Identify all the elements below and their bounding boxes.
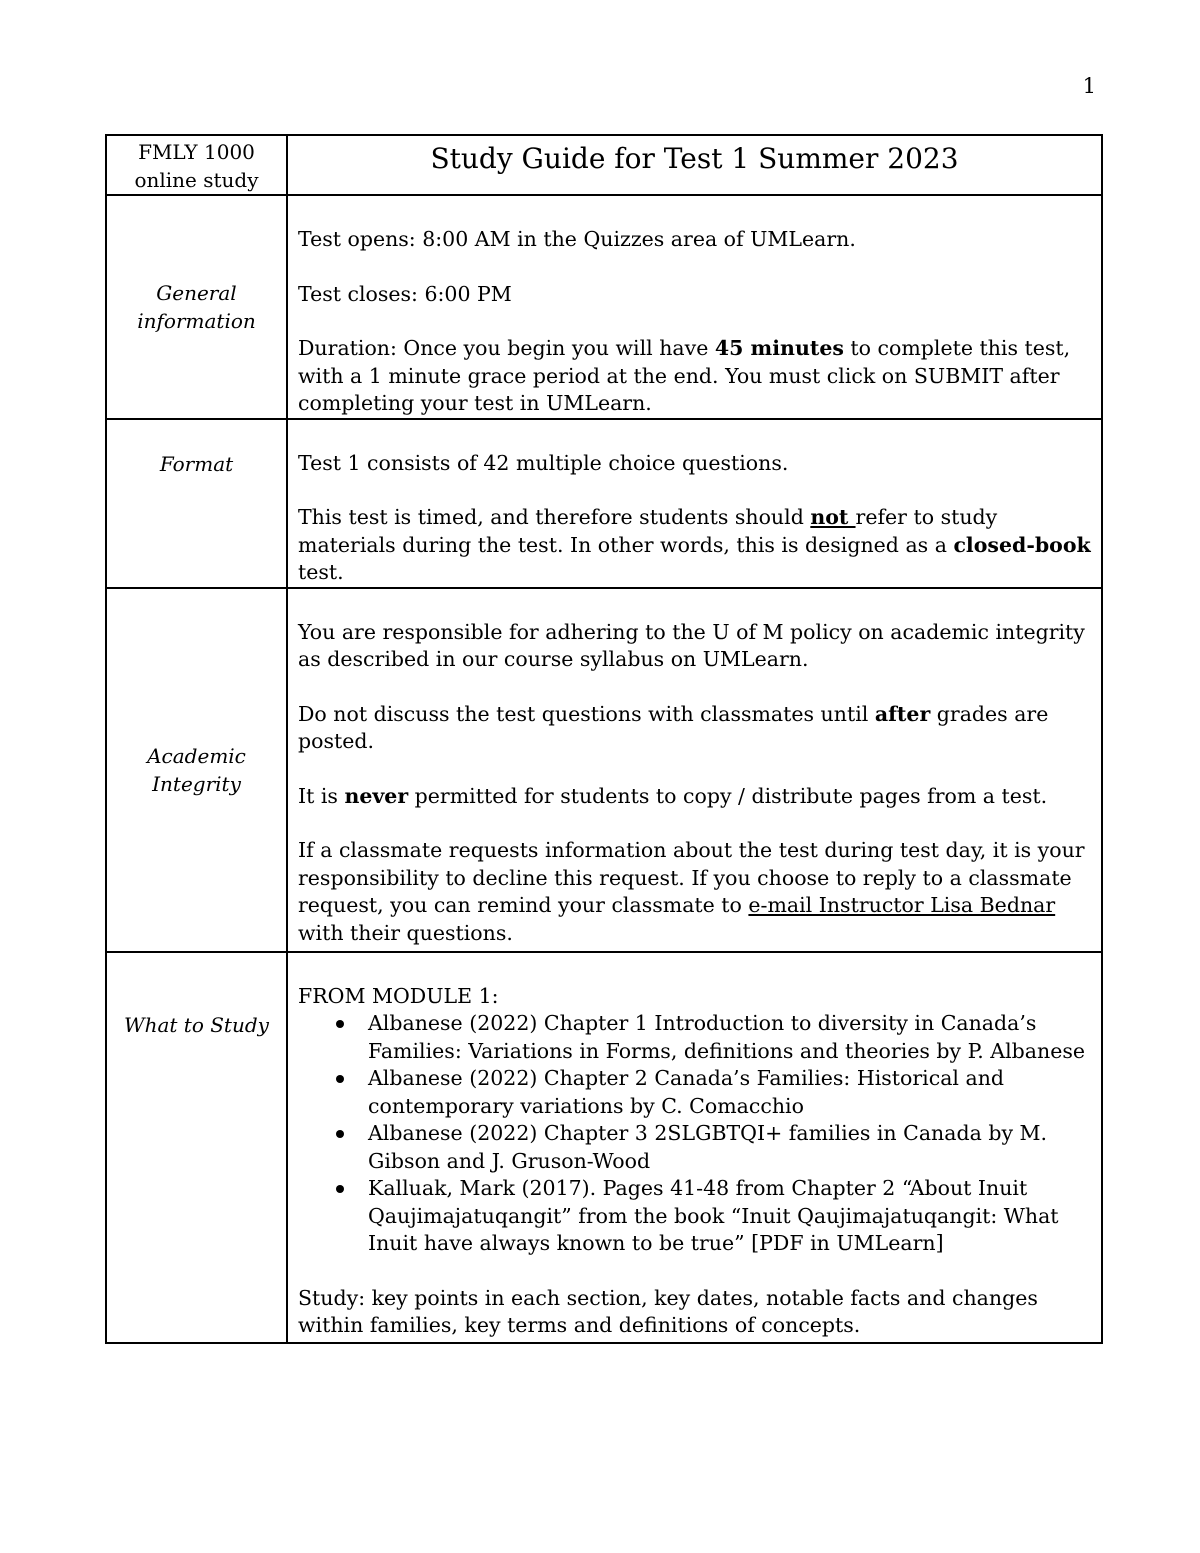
- module-heading: FROM MODULE 1:: [298, 983, 499, 1008]
- course-code: FMLY 1000: [138, 140, 255, 164]
- general-label-line2: information: [137, 308, 256, 333]
- format-label-cell: [106, 419, 287, 588]
- test-opens: Test opens: 8:00 AM in the Quizzes area of UMLearn.: [298, 227, 856, 251]
- integrity-p4: If a classmate requests information about the test during test day, it is your responsibility to decline this request. If you choose to reply to a classmate request, you can remind your classmate to e-mail Instructor Lisa Bednar with their questions.: [298, 838, 1085, 945]
- general-label-line1: General: [156, 280, 237, 305]
- not-emphasis: not: [810, 505, 856, 529]
- closed-book-emphasis: closed-book: [953, 532, 1091, 557]
- readings-list: [298, 1010, 1095, 1258]
- list-item: Kalluak, Mark (2017). Pages 41-48 from Chapter 2 “About Inuit Qaujimajatuqangit” from the book “Inuit Qaujimajatuqangit: What Inuit have always known to be true” [PDF in UMLearn]: [368, 1175, 1095, 1258]
- test-duration: Duration: Once you begin you will have 45 minutes to complete this test, with a 1 minute grace period at the end. You must click on SUBMIT after completing your test in UMLearn.: [298, 336, 1071, 415]
- study-row: [106, 952, 1102, 1343]
- format-line1: Test 1 consists of 42 multiple choice questions.: [298, 450, 789, 475]
- general-label-cell: [106, 195, 287, 419]
- format-line2: This test is timed, and therefore students should not refer to study materials during the test. In other words, this is designed as a closed-book test.: [298, 505, 1091, 584]
- list-item: Albanese (2022) Chapter 3 2SLGBTQI+ families in Canada by M. Gibson and J. Gruson-Wood: [368, 1120, 1095, 1175]
- course-mode: online study: [134, 168, 259, 192]
- format-row: [106, 419, 1102, 588]
- page-title: Study Guide for Test 1 Summer 2023: [430, 142, 959, 175]
- title-cell: [287, 135, 1102, 195]
- general-content: [287, 195, 1102, 419]
- integrity-p2: Do not discuss the test questions with classmates until after grades are posted.: [298, 701, 1049, 753]
- integrity-label-cell: [106, 588, 287, 952]
- integrity-row: [106, 588, 1102, 952]
- study-summary: Study: key points in each section, key dates, notable facts and changes within families, key terms and definitions of concepts.: [298, 1285, 1038, 1337]
- list-item: Albanese (2022) Chapter 1 Introduction to diversity in Canada’s Families: Variations in Forms, definitions and theories by P. Albanese: [368, 1010, 1095, 1065]
- list-item: Albanese (2022) Chapter 2 Canada’s Families: Historical and contemporary variations by C. Comacchio: [368, 1065, 1095, 1120]
- study-label: What to Study: [124, 1012, 269, 1037]
- integrity-content: [287, 588, 1102, 952]
- page-number: 1: [1082, 74, 1096, 98]
- course-cell: [106, 135, 287, 195]
- integrity-p3: It is never permitted for students to copy / distribute pages from a test.: [298, 783, 1048, 808]
- instructor-email-link[interactable]: e-mail Instructor Lisa Bednar: [748, 893, 1056, 917]
- study-guide-table: [105, 134, 1103, 1344]
- format-content: [287, 419, 1102, 588]
- integrity-label-line2: Integrity: [152, 771, 241, 796]
- study-label-cell: [106, 952, 287, 1343]
- integrity-label-line1: Academic: [147, 743, 246, 768]
- format-label: Format: [159, 451, 234, 476]
- duration-minutes: 45 minutes: [714, 336, 844, 360]
- test-closes: Test closes: 6:00 PM: [298, 281, 512, 306]
- header-row: [106, 135, 1102, 195]
- study-content: [287, 952, 1102, 1343]
- general-row: [106, 195, 1102, 419]
- integrity-p1: You are responsible for adhering to the U of M policy on academic integrity as described in our course syllabus on UMLearn.: [298, 619, 1085, 671]
